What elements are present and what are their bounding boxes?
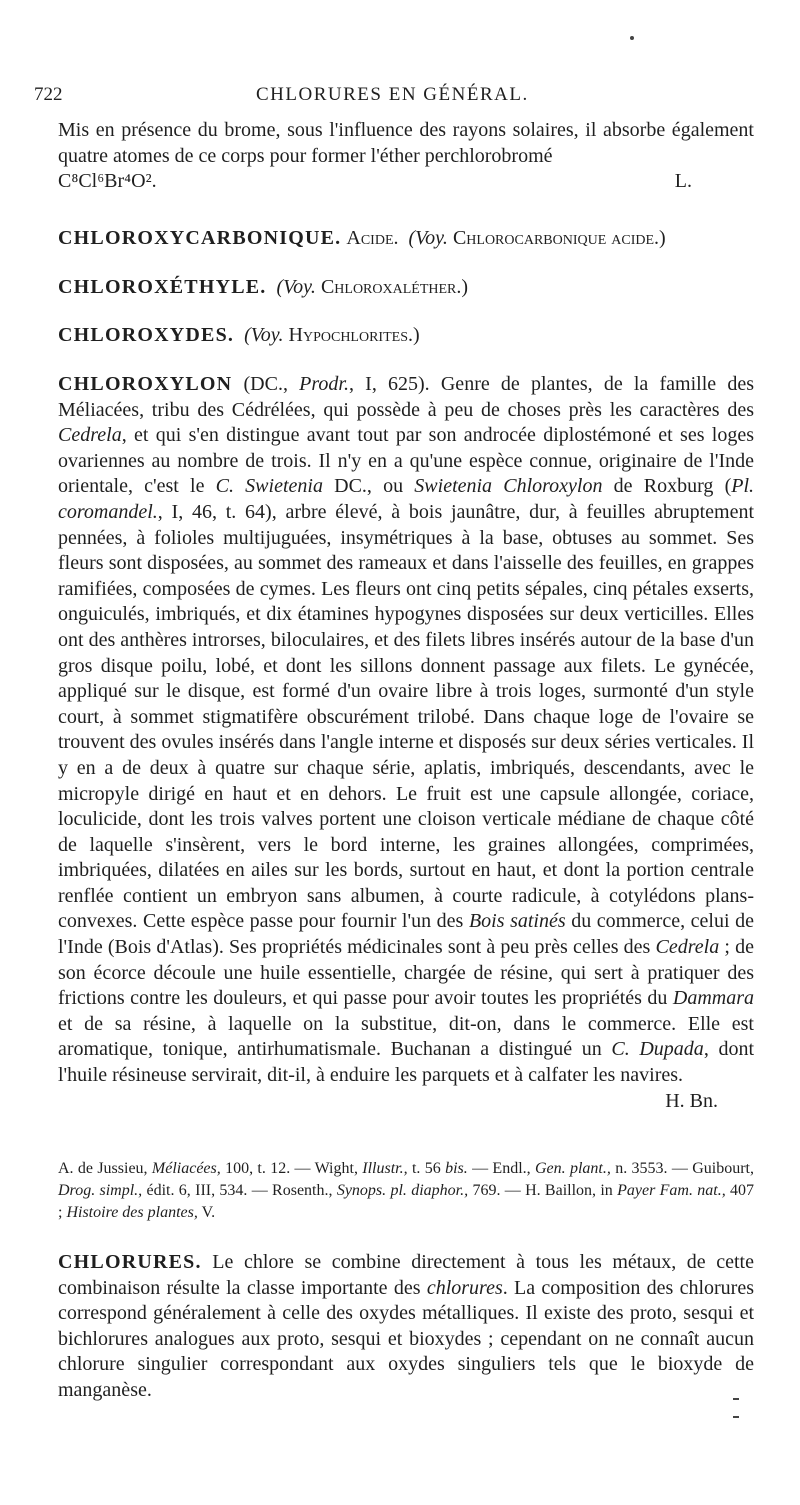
running-title: CHLORURES EN GÉNÉRAL. [256, 84, 529, 105]
body-text: (DC., [243, 373, 300, 395]
body-italic: Cedrela [655, 936, 720, 959]
headword: CHLOROXYDES. [58, 324, 235, 346]
ref-text: t. 56 [407, 1160, 446, 1177]
headword: CHLOROXÉTHYLE. [58, 276, 267, 298]
ref-text: A. de Jussieu, [58, 1160, 152, 1177]
ref-text: — Endl., [467, 1160, 535, 1177]
body-text: ; de son écorce découle une huile essentielle, chargée de résine, qui sert à pratiquer des frictions contre les douleurs, et qui passe pour avoir toutes les propriétés du [58, 936, 755, 1010]
intro-text: Mis en présence du brome, sous l'influence des rayons solaires, il absorbe également quatre atomes de ce corps pour former l'éther perchlorobromé [58, 119, 754, 167]
intro-signature: L. [674, 170, 692, 193]
ref-italic: Synops. pl. diaphor., [336, 1182, 469, 1199]
ref-text: édit. 6, III, 534. — Rosenth., [142, 1182, 337, 1199]
body-italic: Prodr. [299, 373, 349, 395]
body-text: et de sa résine, à laquelle on la substitue, dit-on, dans le commerce. Elle est aromatique, tonique, antirhumatismale. Buchanan a distingué un [58, 1012, 754, 1061]
ref-italic: Méliacées, [151, 1160, 221, 1177]
body-italic: Cedrela [58, 424, 122, 447]
page-number: 722 [34, 84, 63, 105]
ref-italic: Illustr., [362, 1160, 408, 1177]
entry-chlorures [58, 1250, 754, 1404]
speck [630, 36, 634, 40]
ref-italic: bis. [445, 1160, 468, 1177]
ref-italic: Drog. simpl., [58, 1182, 143, 1199]
speck [733, 1398, 739, 1400]
bibliography [58, 1158, 754, 1224]
body-text: de Roxburg ( [602, 475, 732, 498]
body-italic: C. Dupada [611, 1038, 704, 1061]
intro-paragraph [58, 118, 754, 195]
body-text: , I, 625). Genre de plantes, de la famille des Méliacées, tribu des Cédrélées, qui possède à peu de choses près les caractères des [58, 373, 754, 421]
entry-type: Acide. [346, 227, 399, 249]
entry-chloroxylon [58, 372, 754, 1114]
cross-reference: Chlorocarbonique acide.) [452, 227, 666, 249]
body-text: . La composition des chlorures correspond généralement à celle des oxydes métalliques. Il existe des proto, sesqui et bichlorures analogues aux proto, sesqui et bioxydes ; cependant on ne connaît aucun chlorure singulier correspondant aux oxydes singuliers tels que le bioxyde de manganèse. [58, 1276, 754, 1401]
body-text: du commerce, celui de l'Inde (Bois d'Atlas). Ses propriétés médicinales sont à peu près celles des [58, 910, 755, 959]
body-italic: chlorures [426, 1276, 503, 1299]
see-marker: (Voy. [244, 324, 284, 346]
body-italic: Bois satinés [468, 910, 566, 933]
entry-chloroxycarbonique [58, 226, 754, 252]
entry-chloroxethyle [58, 275, 754, 301]
see-marker: (Voy. [408, 227, 448, 249]
body-text: , dont l'huile résineuse servirait, dit-il, à enduire les parquets et à calfater les navires. [58, 1038, 754, 1087]
body-text: DC., ou [322, 475, 415, 498]
ref-italic: Gen. plant., [534, 1160, 611, 1177]
ref-italic: Payer Fam. nat., [617, 1182, 726, 1199]
cross-reference: Chloroxaléther.) [320, 276, 469, 298]
ref-text: 100, t. 12. — Wight, [220, 1160, 363, 1177]
ref-text: V. [197, 1204, 216, 1221]
speck [733, 1416, 739, 1418]
ref-text: n. 3553. — Guibourt, [610, 1160, 754, 1177]
cross-reference: Hypochlorites.) [288, 324, 420, 346]
ref-text: 407 ; [58, 1182, 755, 1221]
page-header [34, 84, 754, 112]
headword: CHLOROXYLON [58, 373, 233, 395]
body-italic: Swietenia Chloroxylon [414, 475, 603, 498]
intro-formula: C⁸Cl⁶Br⁴O². [58, 170, 157, 193]
entry-chloroxydes [58, 323, 754, 349]
see-marker: (Voy. [276, 276, 316, 298]
entry-signature: H. Bn. [665, 1089, 718, 1112]
headword: CHLOROXYCARBONIQUE. [58, 227, 342, 249]
body-italic: Dammara [672, 987, 754, 1010]
body-italic: Pl. coromandel. [58, 475, 755, 523]
ref-italic: Histoire des plantes, [66, 1204, 198, 1221]
body-text: Le chlore se combine directement à tous les métaux, de cette combinaison résulte la classe importante des [58, 1251, 754, 1299]
body-text: , I, 46, t. 64), arbre élevé, à bois jaunâtre, dur, à feuilles abruptement pennées, à folioles multijuguées, insymétriques à la base, obtuses au sommet. Ses fleurs sont disposées, au sommet des rameaux et dans l'aisselle des feuilles, en grappes ramifiées, composées de cymes. Les fleurs ont cinq petits sépales, cinq pétales exserts, onguiculés, imbriqués, et dix étamines hypogynes disposées sur deux verticilles. Elles ont des anthères introrses, biloculaires, et des filets libres insérés autour de la base d'un gros disque poilu, lobé, et dont les sillons donnent passage aux filets. Le gynécée, appliqué sur le disque, est formé d'un ovaire libre à trois loges, surmonté d'un style court, à sommet stigmatifère obscurément trilobé. Dans chaque loge de l'ovaire se trouvent des ovules insérés dans l'angle interne et disposés sur deux séries verticales. Il y en a de deux à quatre sur chaque série, aplatis, imbriqués, descendants, avec le micropyle dirigé en haut et en dehors. Le fruit est une capsule allongée, coriace, loculicide, dont les trois valves portent une cloison verticale médiane de chaque côté de laquelle s'insèrent, vers le bord interne, les graines allongées, comprimées, imbriquées, dilatées en ailes sur les bords, surtout en haut, et dont la portion centrale renflée contient un embryon sans albumen, à courte radicule, à cotylédons plans-convexes. Cette espèce passe pour fournir l'un des [58, 500, 754, 933]
headword: CHLORURES. [58, 1251, 202, 1273]
ref-text: 769. — H. Baillon, in [468, 1182, 618, 1199]
body-italic: C. Swietenia [215, 475, 323, 498]
body-text: , et qui s'en distingue avant tout par son androcée diplostémoné et ses loges ovariennes au nombre de trois. Il n'y en a qu'une espèce connue, originaire de l'Inde orientale, c'est le [58, 424, 754, 498]
